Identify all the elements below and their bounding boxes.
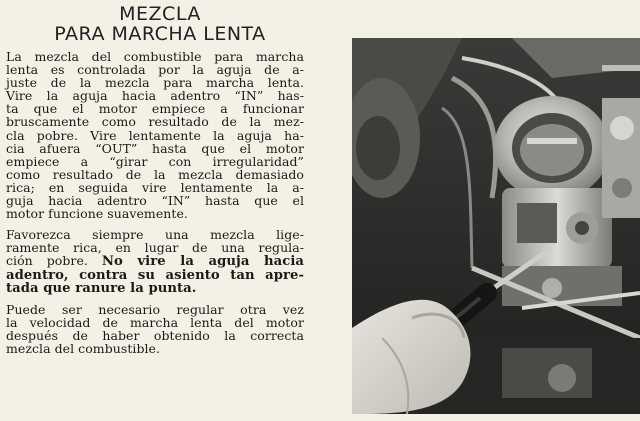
paragraph-2 [6, 228, 304, 294]
p1-line: La mezcla del combustible para marcha [6, 49, 304, 64]
p3-line: la velocidad de marcha lenta del motor [6, 314, 304, 330]
p2-line: ramente rica, en lugar de una regula- [6, 240, 304, 256]
p3-line: Puede ser necesario regular otra vez [6, 301, 304, 317]
p1-line: cia afuera “OUT” hasta que el motor [6, 140, 304, 156]
warning-line: adentro, contra su asiento tan apre- [6, 267, 304, 283]
p1-line: como resultado de la mezcla demasiado [6, 166, 304, 182]
p1-line: lenta es controlada por la aguja de a- [6, 62, 304, 78]
p1-line: guja hacia adentro “IN” hasta que el [6, 193, 304, 209]
p3-line: después de haber obtenido la correcta [6, 327, 304, 343]
p1-line: bruscamente como resultado de la mez- [6, 114, 304, 130]
p1-line: Vire la aguja hacia adentro “IN” has- [6, 88, 304, 104]
p2-mixed-line [6, 254, 304, 268]
page-title [16, 4, 304, 44]
p3-line: mezcla del combustible. [6, 340, 161, 356]
p1-line: motor funcione suavemente. [6, 206, 188, 222]
paragraph-3 [6, 303, 304, 355]
p2-line: Favorezca siempre una mezcla lige- [6, 227, 304, 243]
paragraph-1 [6, 50, 304, 220]
warning-text: No vire la aguja hacia [101, 254, 304, 270]
p1-line: cla pobre. Vire lentamente la aguja ha- [6, 127, 304, 143]
title-line-2: PARA MARCHA LENTA [54, 23, 266, 45]
p2-mixed-prefix: ción pobre. [6, 253, 88, 269]
carburetor-illustration [352, 38, 640, 414]
warning-line: tada que ranure la punta. [6, 280, 197, 296]
p1-line: juste de la mezcla para marcha lenta. [6, 75, 304, 91]
title-line-1: MEZCLA [119, 3, 201, 25]
p1-line: empiece a “girar con irregularidad” [6, 153, 304, 169]
carburetor-photo [352, 38, 640, 414]
p1-line: rica; en seguida vire lentamente la a- [6, 179, 304, 195]
p1-line: ta que el motor empiece a funcionar [6, 101, 304, 117]
text-column [6, 4, 304, 355]
